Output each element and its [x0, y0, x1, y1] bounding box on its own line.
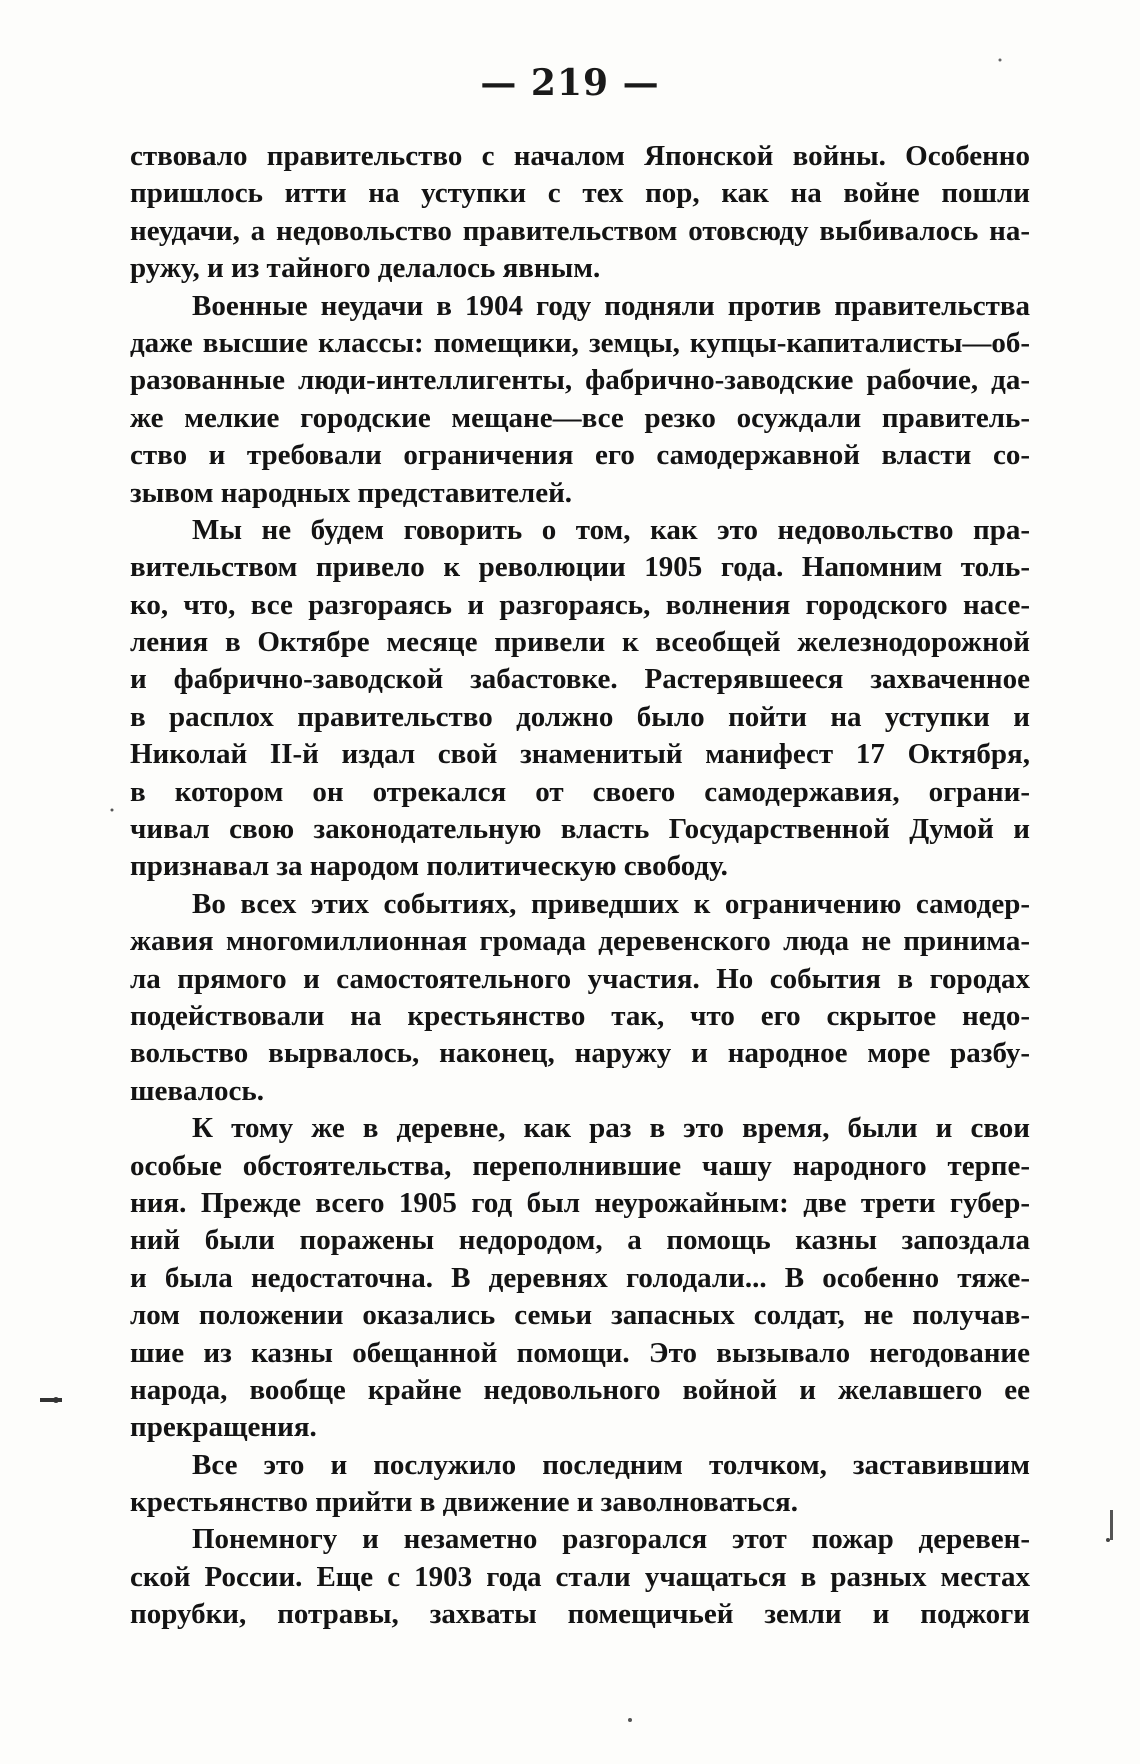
text-line: Военные неудачи в 1904 году подняли против правительства	[192, 289, 1030, 322]
text-line: Понемногу и незаметно разгорался этот пожар деревен-	[192, 1523, 1030, 1556]
text-line: и была недостаточна. В деревнях голодали... В особенно тяже-	[130, 1261, 1030, 1294]
page-text	[130, 138, 1030, 1634]
text-line: вольство вырвалось, наконец, наружу и народное море разбу-	[130, 1037, 1030, 1070]
text-line: же мелкие городские мещане—все резко осуждали правитель-	[130, 401, 1030, 434]
text-line: в расплох правительство должно было пойти на уступки и	[130, 700, 1030, 733]
text-line: признавал за народом политическую свободу.	[130, 850, 728, 883]
text-line: ской России. Еще с 1903 года стали учащаться в разных местах	[130, 1560, 1030, 1593]
text-line: особые обстоятельства, переполнившие чашу народного терпе-	[130, 1149, 1030, 1182]
text-line: Во всех этих событиях, приведших к ограничению самодер-	[192, 887, 1030, 920]
text-line: К тому же в деревне, как раз в это время, были и свои	[192, 1112, 1030, 1145]
text-line: шие из казны обещанной помощи. Это вызывало негодование	[130, 1336, 1030, 1369]
text-line: народа, вообще крайне недовольного войной и желавшего ее	[130, 1373, 1030, 1406]
text-line: вительством привело к революции 1905 года. Напомним толь-	[130, 551, 1030, 584]
text-line: ления в Октябре месяце привели к всеобщей железнодорожной	[130, 626, 1030, 659]
text-line: и фабрично-заводской забастовке. Растерявшееся захваченное	[130, 663, 1030, 696]
text-line: ствовало правительство с началом Японской войны. Особенно	[130, 140, 1030, 172]
text-line: разованные люди-интеллигенты, фабрично-заводские рабочие, да-	[130, 364, 1030, 397]
text-line: крестьянство прийти в движение и заволноваться.	[130, 1486, 798, 1519]
text-line: ла прямого и самостоятельного участия. Но события в городах	[130, 962, 1030, 995]
text-line: ружу, и из тайного делалось явным.	[130, 252, 601, 285]
text-line: пришлось итти на уступки с тех пор, как на войне пошли	[130, 177, 1030, 210]
text-line: Николай II-й издал свой знаменитый манифест 17 Октября,	[130, 738, 1030, 771]
paragraph	[130, 1447, 1030, 1522]
text-line: ко, что, все разгораясь и разгораясь, волнения городского насе-	[130, 588, 1030, 621]
paragraph	[130, 1110, 1030, 1447]
paragraph	[130, 288, 1030, 512]
text-line: жавия многомиллионная громада деревенского люда не принима-	[130, 925, 1030, 958]
scan-speck	[111, 809, 114, 812]
paragraph	[130, 886, 1030, 1110]
scan-speck	[1106, 1538, 1110, 1542]
text-line: даже высшие классы: помещики, земцы, купцы-капиталисты—об-	[130, 326, 1030, 359]
text-line: зывом народных представителей.	[130, 476, 573, 509]
page-number: — 219 —	[480, 62, 660, 104]
text-line: подействовали на крестьянство так, что его скрытое недо-	[130, 999, 1030, 1032]
scan-speck	[628, 1718, 632, 1722]
text-line: прекращения.	[130, 1411, 317, 1444]
paragraph	[130, 138, 1030, 288]
text-line: чивал свою законодательную власть Государственной Думой и	[130, 813, 1030, 846]
text-line: ний были поражены недородом, а помощь казны запоздала	[130, 1224, 1030, 1257]
scan-speck	[53, 1397, 59, 1403]
text-line: ния. Прежде всего 1905 год был неурожайным: две трети губер-	[130, 1186, 1030, 1219]
scan-speck	[40, 1398, 62, 1402]
paragraph	[130, 512, 1030, 886]
text-line: неудачи, а недовольство правительством отовсюду выбивалось на-	[130, 214, 1030, 247]
text-line: шевалось.	[130, 1074, 264, 1107]
text-line: порубки, потравы, захваты помещичьей земли и поджоги	[130, 1598, 1030, 1631]
scan-speck	[1110, 1510, 1113, 1540]
paragraph	[130, 1521, 1030, 1633]
text-line: лом положении оказались семьи запасных солдат, не получав-	[130, 1299, 1030, 1332]
text-line: ство и требовали ограничения его самодержавной власти со-	[130, 439, 1030, 472]
text-line: в котором он отрекался от своего самодержавия, ограни-	[130, 775, 1030, 808]
text-line: Все это и послужило последним толчком, заставившим	[192, 1448, 1030, 1481]
text-line: Мы не будем говорить о том, как это недовольство пра-	[192, 513, 1030, 546]
